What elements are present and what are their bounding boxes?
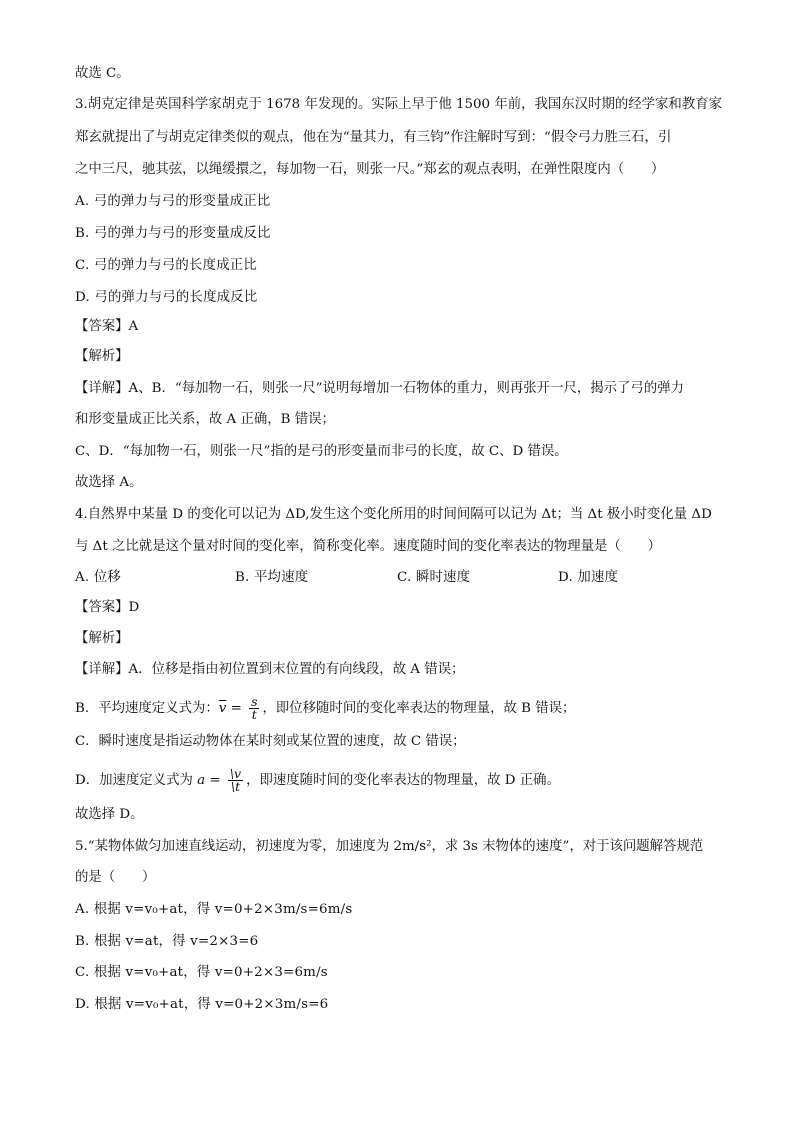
text-segment: ，即速度随时间的变化率表达的物理量，故 D 正确。 xyxy=(246,773,560,788)
fraction-numerator: s xyxy=(251,694,258,709)
question-3-detail-line-3: C、D．“每加物一石，则张一尺”指的是弓的形变量而非弓的长度，故 C、D 错误。 xyxy=(75,444,568,459)
question-4-detail-line-3: C．瞬时速度是指运动物体在某时刻或某位置的速度，故 C 错误； xyxy=(75,734,466,749)
text-line: 故选 C。 xyxy=(75,66,130,81)
question-4-detail-line-2 xyxy=(75,696,575,721)
formula-fraction xyxy=(228,768,243,793)
text-segment: B．平均速度定义式为： xyxy=(75,701,219,716)
question-4-stem-line-2: 与 Δt 之比就是这个量对时间的变化率，简称变化率。速度随时间的变化率表达的物理量是（ ） xyxy=(75,539,661,554)
question-3-option-d: D. 弓的弹力与弓的长度成反比 xyxy=(75,290,258,305)
fraction-denominator: t xyxy=(251,707,257,722)
question-4-option-b: B. 平均速度 xyxy=(235,570,309,585)
question-3-stem-line-2: 郑玄就提出了与胡克定律类似的观点，他在为“量其力，有三钧”作注解时写到：“假令弓力胜三石，引 xyxy=(75,130,672,145)
question-4-analysis-heading: 【解析】 xyxy=(75,631,129,646)
question-3-conclusion: 故选择 A。 xyxy=(75,475,143,490)
question-4-option-d: D. 加速度 xyxy=(558,570,619,585)
question-4-detail-line-1: 【详解】A．位移是指由初位置到末位置的有向线段，故 A 错误； xyxy=(75,662,465,677)
fraction-numerator: \v xyxy=(229,766,242,781)
question-4-conclusion: 故选择 D。 xyxy=(75,807,144,822)
question-5-stem-line-1: 5.“某物体做匀加速直线运动，初速度为零，加速度为 2m/s²，求 3s 末物体的速度”，对于该问题解答规范 xyxy=(75,839,704,854)
formula-equals: = xyxy=(226,701,247,716)
question-3-stem-line-1: 3.胡克定律是英国科学家胡克于 1678 年发现的。实际上早于他 1500 年前，我国东汉时期的经学家和教育家 xyxy=(75,97,722,112)
question-4-option-c: C. 瞬时速度 xyxy=(397,570,471,585)
formula-fraction xyxy=(249,696,259,721)
text-segment: ，即位移随时间的变化率表达的物理量，故 B 错误； xyxy=(262,701,576,716)
question-3-detail-line-2: 和形变量成正比关系，故 A 正确，B 错误； xyxy=(75,412,335,427)
question-5-option-a: A. 根据 v=v₀+at，得 v=0+2×3m/s=6m/s xyxy=(75,902,353,917)
fraction-denominator: \t xyxy=(230,779,241,794)
question-4-answer: 【答案】D xyxy=(75,600,140,615)
question-4-option-a: A. 位移 xyxy=(75,570,121,585)
question-5-option-d: D. 根据 v=v₀+at，得 v=0+2×3m/s=6 xyxy=(75,997,329,1012)
question-5-option-c: C. 根据 v=v₀+at，得 v=0+2×3=6m/s xyxy=(75,965,328,980)
question-5-option-b: B. 根据 v=at，得 v=2×3=6 xyxy=(75,934,259,949)
question-3-option-b: B. 弓的弹力与弓的形变量成反比 xyxy=(75,226,271,241)
question-3-option-c: C. 弓的弹力与弓的长度成正比 xyxy=(75,258,257,273)
question-4-stem-line-1: 4.自然界中某量 D 的变化可以记为 ΔD,发生这个变化所用的时间间隔可以记为 Δt；当 Δt 极小时变化量 ΔD xyxy=(75,507,712,522)
formula-equals: = xyxy=(205,773,225,788)
question-5-stem-line-2: 的是（ ） xyxy=(75,870,156,885)
question-3-stem-line-3: 之中三尺，驰其弦，以绳缓擐之，每加物一石，则张一尺。”郑玄的观点表明，在弹性限度内（ ） xyxy=(75,162,665,177)
question-3-option-a: A. 弓的弹力与弓的形变量成正比 xyxy=(75,194,271,209)
question-3-analysis-heading: 【解析】 xyxy=(75,349,129,364)
question-4-detail-line-4 xyxy=(75,768,560,793)
formula-lhs: $\overline{v}$ xyxy=(218,701,227,716)
question-3-answer: 【答案】A xyxy=(75,319,139,334)
formula-lhs: a xyxy=(197,773,206,788)
question-3-detail-line-1: 【详解】A、B．“每加物一石，则张一尺”说明每增加一石物体的重力，则再张开一尺，揭示了弓的弹力 xyxy=(75,381,684,396)
text-segment: D．加速度定义式为 xyxy=(75,773,198,788)
